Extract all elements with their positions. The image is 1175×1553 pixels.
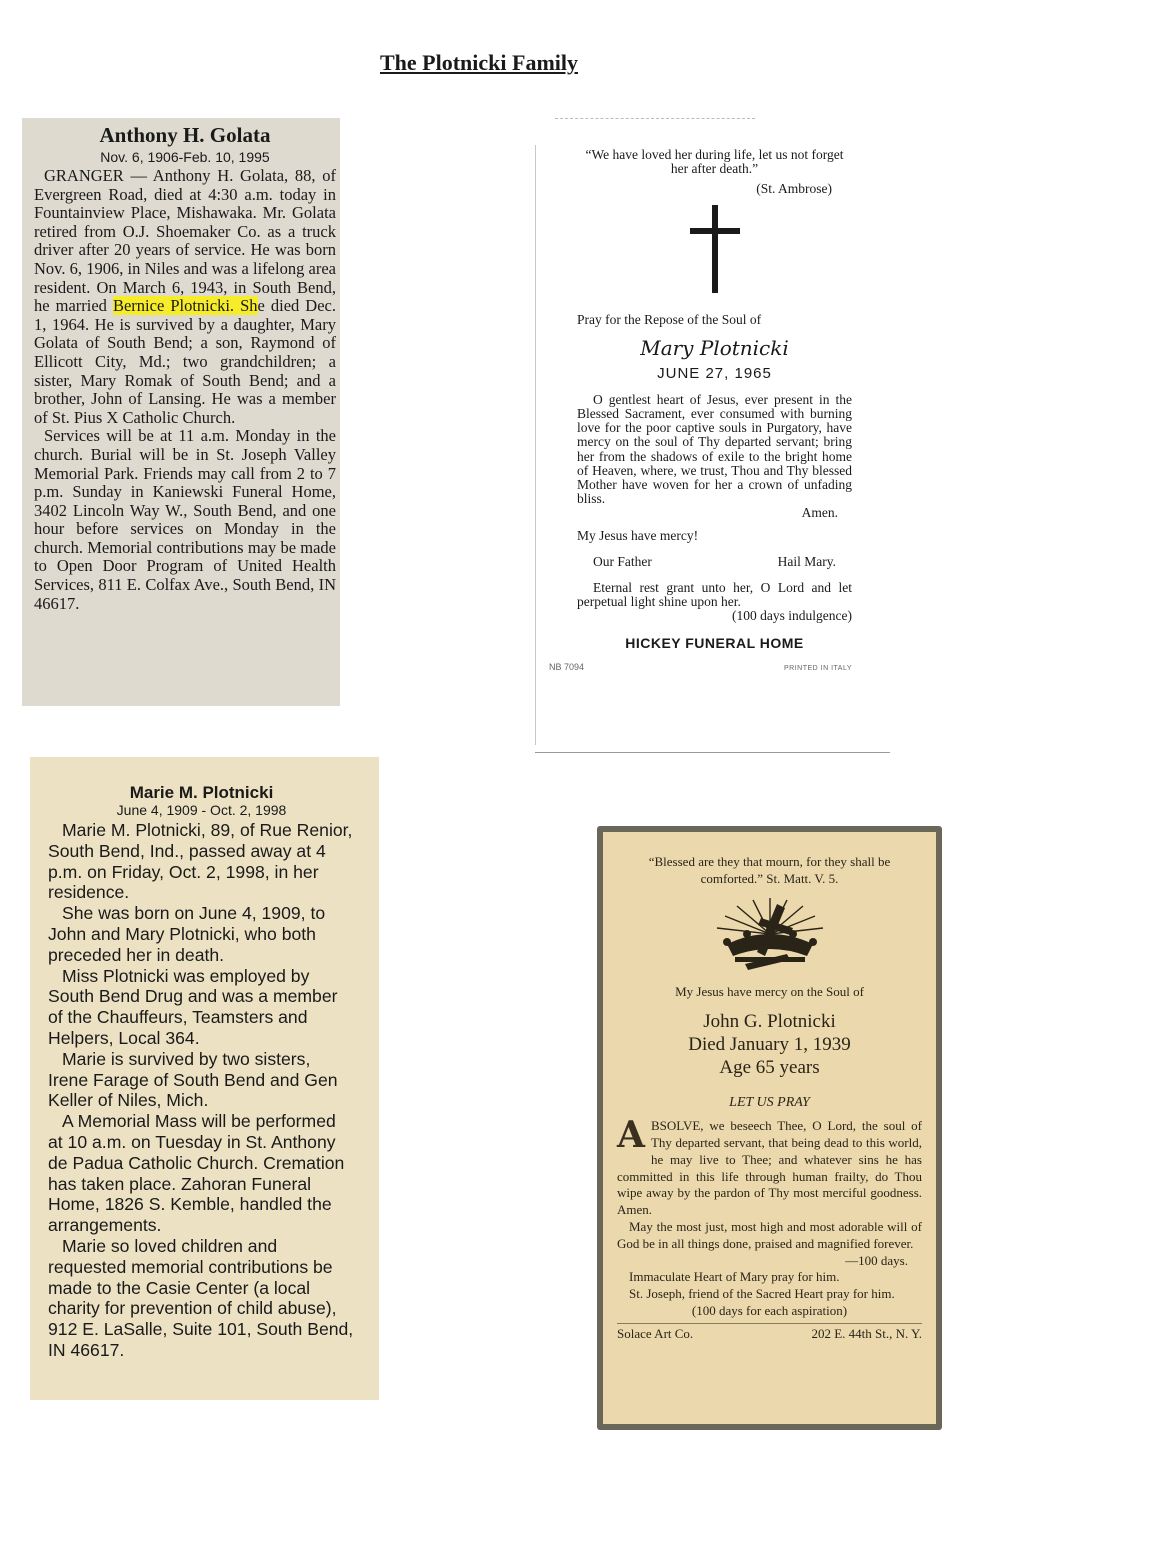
card-prayer xyxy=(617,1114,922,1219)
memorial-card-mary-plotnicki xyxy=(535,100,890,760)
obituary-name: Anthony H. Golata xyxy=(99,123,271,147)
obituary-name: Marie M. Plotnicki xyxy=(129,783,274,802)
card-quote: “We have loved her during life, let us not forget her after death.” xyxy=(585,147,844,177)
card-prayer: May the most just, most high and most adorable will of God be in all things done, praised and magnified forever. xyxy=(617,1218,922,1251)
card-printed: PRINTED IN ITALY xyxy=(783,664,852,672)
card-our-father: Our Father xyxy=(593,553,652,569)
obituary-paragraph: A Memorial Mass will be performed at 10 a.m. on Tuesday in St. Anthony de Padua Catholic Church. Cremation has taken place. Zahoran Funeral Home, 1826 S. Kemble, handled the arrangements. xyxy=(48,1111,345,1236)
card-pray-for: Pray for the Repose of the Soul of xyxy=(577,311,762,327)
card-death-date: Died January 1, 1939 xyxy=(688,1034,851,1056)
card-edge xyxy=(555,118,755,119)
obituary-dates: Nov. 6, 1906-Feb. 10, 1995 xyxy=(100,149,270,165)
card-indulgence: (100 days indulgence) xyxy=(732,608,852,624)
card-edge xyxy=(535,752,890,753)
card-prayer: Immaculate Heart of Mary pray for him. xyxy=(629,1269,840,1285)
card-prayer: St. Joseph, friend of the Sacred Heart pray for him. xyxy=(629,1286,895,1302)
card-days: —100 days. xyxy=(845,1252,908,1268)
card-address: 202 E. 44th St., N. Y. xyxy=(811,1325,922,1341)
card-lets-pray: LET US PRAY xyxy=(729,1095,810,1111)
card-edge xyxy=(535,145,536,745)
card-mercy: My Jesus have mercy! xyxy=(577,527,699,543)
obituary-text: e died Dec. 1, 1964. He is survived by a daughter, Mary Golata of South Bend; a son, Raymond of Ellicott City, Md.; two grandchildren; a sister, Mary Romak of South Bend; and a brother, John of Lansing. He was a member of St. Pius X Catholic Church. xyxy=(34,296,336,427)
card-prayer: O gentlest heart of Jesus, ever present in the Blessed Sacrament, ever consumed with burning love for the poor captive souls in Purgatory, have mercy on the soul of Thy departed servant; bring her from the shadows of exile to the bright home of Heaven, where, we trust, Thou and Thy blessed Mother have woven for her a crown of unfading bliss. xyxy=(577,391,852,507)
crown-cross-icon xyxy=(695,894,845,976)
obituary-paragraph: Marie M. Plotnicki, 89, of Rue Renior, South Bend, Ind., passed away at 4 p.m. on Friday, Oct. 2, 1998, in her residence. xyxy=(48,820,353,903)
obituary-paragraph: Miss Plotnicki was employed by South Bend Drug and was a member of the Chauffeurs, Teamsters and Helpers, Local 364. xyxy=(48,965,338,1048)
obituary-text: GRANGER — Anthony H. Golata, 88, of Evergreen Road, died at 4:30 a.m. today in Fountainview Place, Mishawaka. Mr. Golata retired from O.J. Shoemaker Co. as a truck driver after 20 years of service. He was born Nov. 6, 1906, in Niles and was a lifelong area resident. On March 6, 1943, in South Bend, he married xyxy=(34,166,336,316)
obituary-paragraph: Marie so loved children and requested memorial contributions be made to the Casie Center (a local charity for prevention of child abuse), 912 E. LaSalle, Suite 101, South Bend, IN 46617. xyxy=(48,1235,354,1360)
card-eternal-rest: Eternal rest grant unto her, O Lord and let perpetual light shine upon her. xyxy=(577,580,852,610)
memorial-card-john-plotnicki xyxy=(597,826,942,1430)
cross-icon xyxy=(690,205,740,293)
obituary-marie-plotnicki xyxy=(30,757,379,1400)
card-quote-attribution: (St. Ambrose) xyxy=(756,181,832,197)
page-title: The Plotnicki Family xyxy=(380,50,578,75)
card-hail-mary: Hail Mary. xyxy=(777,553,836,569)
card-quote: “Blessed are they that mourn, for they shall be comforted.” St. Matt. V. 5. xyxy=(648,854,891,886)
obituary-paragraph xyxy=(34,167,336,427)
card-code: NB 7094 xyxy=(549,661,585,672)
obituary-paragraph: Marie is survived by two sisters, Irene Farage of South Bend and Gen Keller of Niles, Mich. xyxy=(48,1048,338,1111)
card-deceased-name: John G. Plotnicki xyxy=(703,1011,836,1033)
card-aspiration: (100 days for each aspiration) xyxy=(691,1302,848,1318)
obituary-paragraph: She was born on June 4, 1909, to John and Mary Plotnicki, who both preceded her in death. xyxy=(48,903,326,965)
obituary-dates: June 4, 1909 - Oct. 2, 1998 xyxy=(116,802,287,818)
obituary-paragraph: Services will be at 11 a.m. Monday in the church. Burial will be in St. Joseph Valley Memorial Park. Friends may call from 2 to 7 p.m. Sunday in Kaniewski Funeral Home, 3402 Lincoln Way W., South Bend, and one hour before services on Monday in the church. Memorial contributions may be made to Open Door Program of United Health Services, 811 E. Colfax Ave., South Bend, IN 46617. xyxy=(34,426,336,613)
card-funeral-home: HICKEY FUNERAL HOME xyxy=(625,634,804,651)
card-amen: Amen. xyxy=(801,505,838,521)
highlighted-text: Bernice Plotnicki. Sh xyxy=(112,296,258,316)
card-date: JUNE 27, 1965 xyxy=(657,364,772,382)
obituary-anthony-golata xyxy=(22,118,340,706)
card-publisher: Solace Art Co. xyxy=(617,1325,694,1341)
drop-cap: A xyxy=(617,1114,645,1157)
card-mercy: My Jesus have mercy on the Soul of xyxy=(675,983,864,999)
card-deceased-name: Mary Plotnicki xyxy=(640,335,789,360)
card-age: Age 65 years xyxy=(719,1057,820,1079)
card-prayer-text: BSOLVE, we beseech Thee, O Lord, the soul of Thy departed servant, that being dead to this world, he may live to Thee; and whatever sins he has committed in this life through human frailty, do Thou wipe away by the pardon of Thy most merciful goodness. Amen. xyxy=(617,1118,922,1218)
